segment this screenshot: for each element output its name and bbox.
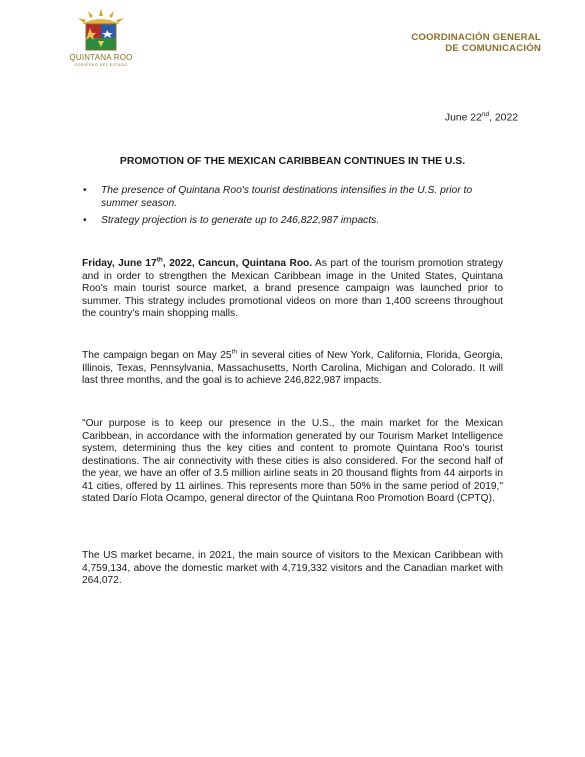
- bullet-icon: •: [83, 185, 87, 196]
- paragraph-intro: [82, 258, 503, 321]
- dateline-place: , 2022, Cancun, Quintana Roo.: [162, 258, 313, 269]
- department-header: [411, 32, 541, 54]
- paragraph-text-continued: in several cities of New York, California, Florida, Georgia, Illinois, Texas, Pennsylvania, Massachusetts, North Carolina, Michigan and Colorado. It will last three months, and the goal is to achieve 246,822,987 impacts.: [82, 350, 503, 386]
- date-day: June 22: [444, 112, 482, 124]
- paragraph-quote: "Our purpose is to keep our presence in the U.S., the main market for the Mexican Caribbean, in accordance with the information generated by our Tourism Market Intelligence system, determining thus the key cities and content to promote Quintana Roo's tourist destinations. The air connectivity with these cities is also considered. For the second half of the year, we have an offer of 3.5 million airline seats in 20 thousand flights from 44 airports in 41 cities, offered by 11 airlines. This represents more than 50% in the same period of 2019," stated Darío Flota Ocampo, general director of the Quintana Roo Promotion Board (CPTQ).: [82, 418, 503, 504]
- highlight-text: The presence of Quintana Roo's tourist destinations intensifies in the U.S. prior to summer season.: [101, 185, 473, 209]
- logo-subtitle: GOBIERNO DEL ESTADO: [74, 63, 128, 67]
- highlights-list: [82, 185, 482, 227]
- highlight-text: Strategy projection is to generate up to 246,822,987 impacts.: [101, 214, 380, 226]
- press-release-title: PROMOTION OF THE MEXICAN CARIBBEAN CONTINUES IN THE U.S.: [119, 156, 466, 167]
- logo-wordmark: QUINTANA ROO: [69, 53, 133, 62]
- list-item: [82, 215, 482, 228]
- department-line-2: DE COMUNICACIÓN: [445, 43, 541, 54]
- department-line-1: COORDINACIÓN GENERAL: [411, 32, 541, 43]
- paragraph-campaign: [82, 350, 503, 388]
- list-item: [82, 185, 482, 211]
- dateline-date: Friday, June 17: [82, 258, 157, 269]
- dateline: [82, 258, 312, 269]
- date-year: , 2022: [489, 112, 518, 124]
- dateline-ordinal: th: [156, 256, 163, 264]
- paragraph-body: As part of the tourism promotion strategy and in order to strengthen the Mexican Caribbean image in the United States, Quintana Roo's main tourist source market, a brand presence campaign was launched prior to summer. This strategy includes promotional videos on more than 1,400 screens throughout the country's main shopping malls.: [82, 258, 503, 319]
- release-date: [445, 111, 518, 123]
- paragraph-market: The US market became, in 2021, the main source of visitors to the Mexican Caribbean with 4,759,134, above the domestic market with 4,719,332 visitors and the Canadian market with 264,072.: [82, 550, 503, 586]
- bullet-icon: •: [83, 214, 87, 226]
- ordinal-suffix: th: [231, 348, 237, 356]
- paragraph-text: The campaign began on May 25: [82, 350, 232, 361]
- date-ordinal: nd: [481, 111, 490, 118]
